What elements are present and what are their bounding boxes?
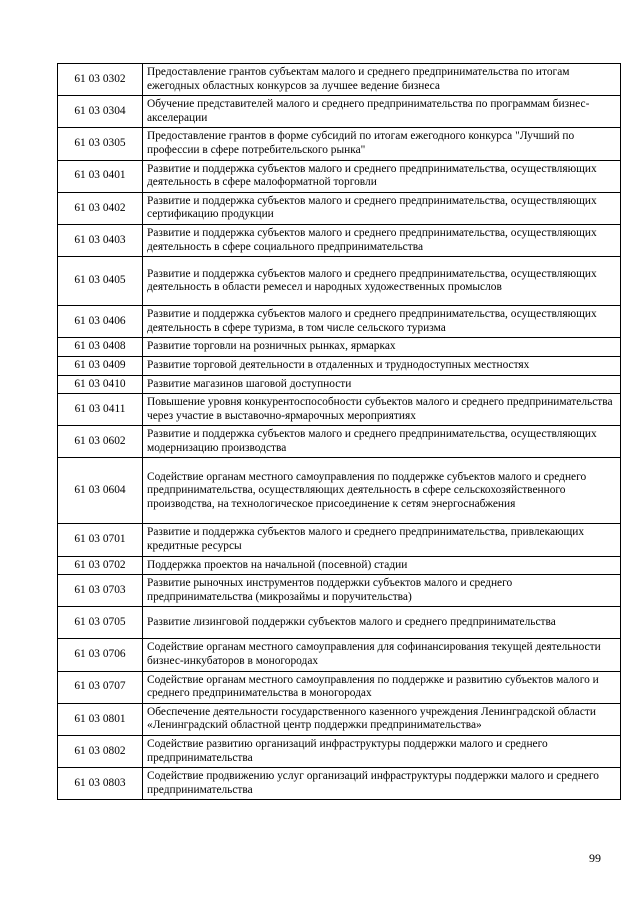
row-code-cell: 61 03 0706 (58, 639, 143, 671)
row-description-cell: Развитие и поддержка субъектов малого и среднего предпринимательства, привлекающих кредитные ресурсы (143, 524, 621, 556)
table-row (58, 375, 621, 394)
row-code-cell: 61 03 0701 (58, 524, 143, 556)
table-row (58, 160, 621, 192)
row-code-cell: 61 03 0304 (58, 96, 143, 128)
row-description-cell: Содействие органам местного самоуправления для софинансирования текущей деятельности бизнес-инкубаторов в моногородах (143, 639, 621, 671)
row-description-cell: Развитие торговли на розничных рынках, ярмарках (143, 338, 621, 357)
table-row (58, 96, 621, 128)
table-row (58, 736, 621, 768)
row-code-cell: 61 03 0402 (58, 192, 143, 224)
row-code-cell: 61 03 0702 (58, 556, 143, 575)
row-description-cell: Предоставление грантов в форме субсидий по итогам ежегодного конкурса "Лучший по профессии в сфере потребительского рынка" (143, 128, 621, 160)
table-row (58, 64, 621, 96)
table-row (58, 639, 621, 671)
table-row (58, 703, 621, 735)
row-code-cell: 61 03 0406 (58, 306, 143, 338)
table-row (58, 192, 621, 224)
table-row (58, 768, 621, 800)
table-body (58, 64, 621, 800)
row-description-cell: Развитие и поддержка субъектов малого и среднего предпринимательства, осуществляющих сертификацию продукции (143, 192, 621, 224)
table-row (58, 458, 621, 524)
row-code-cell: 61 03 0405 (58, 257, 143, 306)
page-number: 99 (589, 851, 601, 865)
row-code-cell: 61 03 0604 (58, 458, 143, 524)
table-row (58, 128, 621, 160)
budget-codes-table (57, 63, 621, 800)
row-code-cell: 61 03 0403 (58, 224, 143, 256)
table-row (58, 426, 621, 458)
row-description-cell: Содействие органам местного самоуправления по поддержке субъектов малого и среднего предпринимательства, осуществляющих деятельность в сфере сельскохозяйственного производства, на технологическое присоединение к сетям энергоснабжения (143, 458, 621, 524)
row-description-cell: Развитие рыночных инструментов поддержки субъектов малого и среднего предпринимательства (микрозаймы и поручительства) (143, 575, 621, 607)
row-code-cell: 61 03 0703 (58, 575, 143, 607)
row-description-cell: Развитие и поддержка субъектов малого и среднего предпринимательства, осуществляющих деятельность в сфере социального предпринимательства (143, 224, 621, 256)
table-row (58, 556, 621, 575)
table-row (58, 356, 621, 375)
table-row (58, 575, 621, 607)
table-row (58, 224, 621, 256)
row-code-cell: 61 03 0409 (58, 356, 143, 375)
row-code-cell: 61 03 0408 (58, 338, 143, 357)
table-row (58, 306, 621, 338)
row-code-cell: 61 03 0305 (58, 128, 143, 160)
row-description-cell: Содействие органам местного самоуправления по поддержке и развитию субъектов малого и среднего предпринимательства в моногородах (143, 671, 621, 703)
table-row (58, 524, 621, 556)
row-code-cell: 61 03 0707 (58, 671, 143, 703)
row-description-cell: Развитие и поддержка субъектов малого и среднего предпринимательства, осуществляющих деятельность в области ремесел и народных художественных промыслов (143, 257, 621, 306)
row-description-cell: Развитие лизинговой поддержки субъектов малого и среднего предпринимательства (143, 607, 621, 639)
row-description-cell: Развитие и поддержка субъектов малого и среднего предпринимательства, осуществляющих деятельность в сфере туризма, в том числе сельского туризма (143, 306, 621, 338)
row-code-cell: 61 03 0410 (58, 375, 143, 394)
table-row (58, 607, 621, 639)
row-code-cell: 61 03 0801 (58, 703, 143, 735)
row-code-cell: 61 03 0401 (58, 160, 143, 192)
row-description-cell: Содействие развитию организаций инфраструктуры поддержки малого и среднего предпринимательства (143, 736, 621, 768)
row-code-cell: 61 03 0705 (58, 607, 143, 639)
table-row (58, 671, 621, 703)
row-description-cell: Повышение уровня конкурентоспособности субъектов малого и среднего предпринимательства через участие в выставочно-ярмарочных мероприятиях (143, 394, 621, 426)
row-description-cell: Содействие продвижению услуг организаций инфраструктуры поддержки малого и среднего предпринимательства (143, 768, 621, 800)
row-description-cell: Развитие и поддержка субъектов малого и среднего предпринимательства, осуществляющих деятельность в сфере малоформатной торговли (143, 160, 621, 192)
row-code-cell: 61 03 0802 (58, 736, 143, 768)
row-description-cell: Обучение представителей малого и среднего предпринимательства по программам бизнес-акселерации (143, 96, 621, 128)
table-row (58, 394, 621, 426)
row-description-cell: Развитие и поддержка субъектов малого и среднего предпринимательства, осуществляющих модернизацию производства (143, 426, 621, 458)
row-description-cell: Обеспечение деятельности государственного казенного учреждения Ленинградской области «Ленинградский областной центр поддержки предпринимательства» (143, 703, 621, 735)
table-row (58, 257, 621, 306)
row-description-cell: Развитие магазинов шаговой доступности (143, 375, 621, 394)
row-description-cell: Предоставление грантов субъектам малого и среднего предпринимательства по итогам ежегодных областных конкурсов за лучшее ведение бизнеса (143, 64, 621, 96)
row-code-cell: 61 03 0803 (58, 768, 143, 800)
table-row (58, 338, 621, 357)
row-code-cell: 61 03 0411 (58, 394, 143, 426)
row-code-cell: 61 03 0302 (58, 64, 143, 96)
row-description-cell: Поддержка проектов на начальной (посевной) стадии (143, 556, 621, 575)
row-description-cell: Развитие торговой деятельности в отдаленных и труднодоступных местностях (143, 356, 621, 375)
row-code-cell: 61 03 0602 (58, 426, 143, 458)
